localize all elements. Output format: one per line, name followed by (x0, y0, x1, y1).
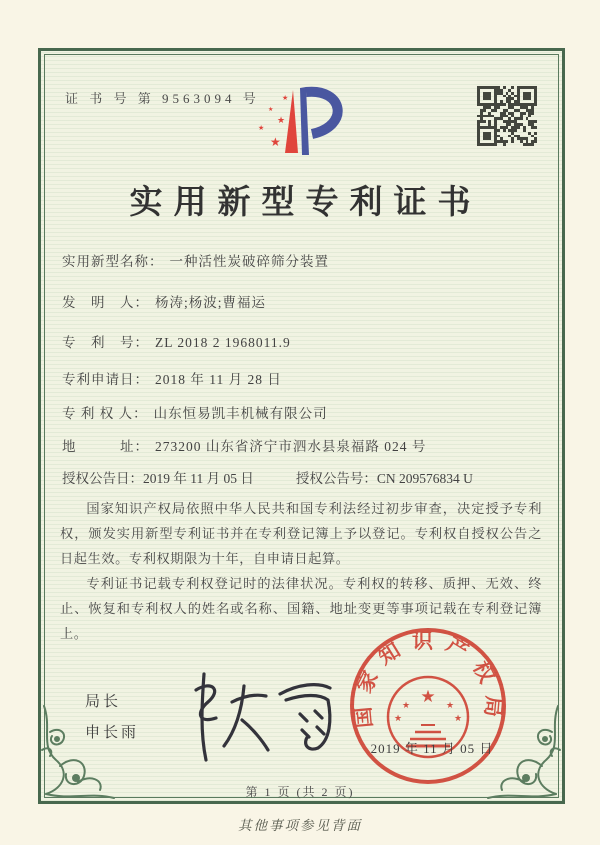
field-row-address (62, 435, 532, 455)
field-value: 一种活性炭破碎筛分装置 (169, 254, 329, 269)
field-value: 杨涛;杨波;曹福运 (155, 295, 267, 310)
grant-number-label: 授权公告号： (295, 471, 377, 486)
field-label: 专 利 号： (62, 335, 149, 350)
seal-org-text: 国家知识产权局 (349, 629, 507, 729)
svg-text:★: ★ (453, 713, 463, 723)
director-title: 局长 (85, 694, 122, 710)
svg-text:★: ★ (401, 700, 411, 710)
seal-date: 2019 年 11 月 05 日 (370, 741, 494, 756)
field-label: 实用新型名称： (62, 254, 164, 269)
field-label: 地 址： (62, 439, 149, 454)
svg-text:★: ★ (270, 135, 281, 149)
director-signature (168, 668, 338, 768)
grant-number-value: CN 209576834 U (376, 471, 473, 486)
grant-date-value: 2019 年 11 月 05 日 (143, 471, 254, 486)
qr-code (477, 86, 537, 146)
field-value: ZL 2018 2 1968011.9 (155, 335, 291, 350)
field-row-inventors (62, 291, 532, 311)
legal-paragraph-1: 国家知识产权局依照中华人民共和国专利法经过初步审查，决定授予专利权，颁发实用新型专利证书并在专利登记簿上予以登记。专利权自授权公告之日起生效。专利权期限为十年，自申请日起算。 (60, 501, 542, 566)
page-number: 第 1 页 (共 2 页) (245, 785, 355, 799)
cnipa-logo-icon (232, 80, 368, 175)
reverse-side-note: 其他事项参见背面 (238, 818, 362, 833)
field-row-filing-date (62, 368, 532, 388)
svg-text:★: ★ (258, 124, 265, 132)
field-row-patentee (62, 402, 532, 422)
svg-text:★: ★ (445, 700, 455, 710)
svg-text:★: ★ (393, 713, 403, 723)
svg-text:★: ★ (282, 94, 289, 102)
field-row-grant (62, 467, 540, 487)
svg-text:★: ★ (277, 115, 286, 125)
legal-paragraph-2: 专利证书记载专利权登记时的法律状况。专利权的转移、质押、无效、终止、恢复和专利权人的姓名或名称、国籍、地址变更等事项记载在专利登记簿上。 (60, 576, 542, 641)
field-row-patent-number (62, 331, 532, 351)
field-label: 专利申请日： (62, 372, 149, 387)
field-row-name (62, 250, 532, 270)
grant-date-label: 授权公告日： (62, 471, 143, 486)
svg-text:★: ★ (268, 107, 274, 113)
field-label: 发 明 人： (62, 295, 149, 310)
field-value: 2018 年 11 月 28 日 (155, 372, 282, 387)
certificate-number: 证 书 号 第 9563094 号 (65, 91, 260, 106)
director-name: 申长雨 (85, 725, 140, 741)
certificate-title: 实用新型专利证书 (129, 185, 482, 221)
field-value: 273200 山东省济宁市泗水县泉福路 024 号 (155, 439, 427, 454)
field-label: 专 利 权 人： (62, 406, 148, 421)
svg-text:★: ★ (420, 687, 436, 706)
field-value: 山东恒易凯丰机械有限公司 (153, 406, 328, 421)
